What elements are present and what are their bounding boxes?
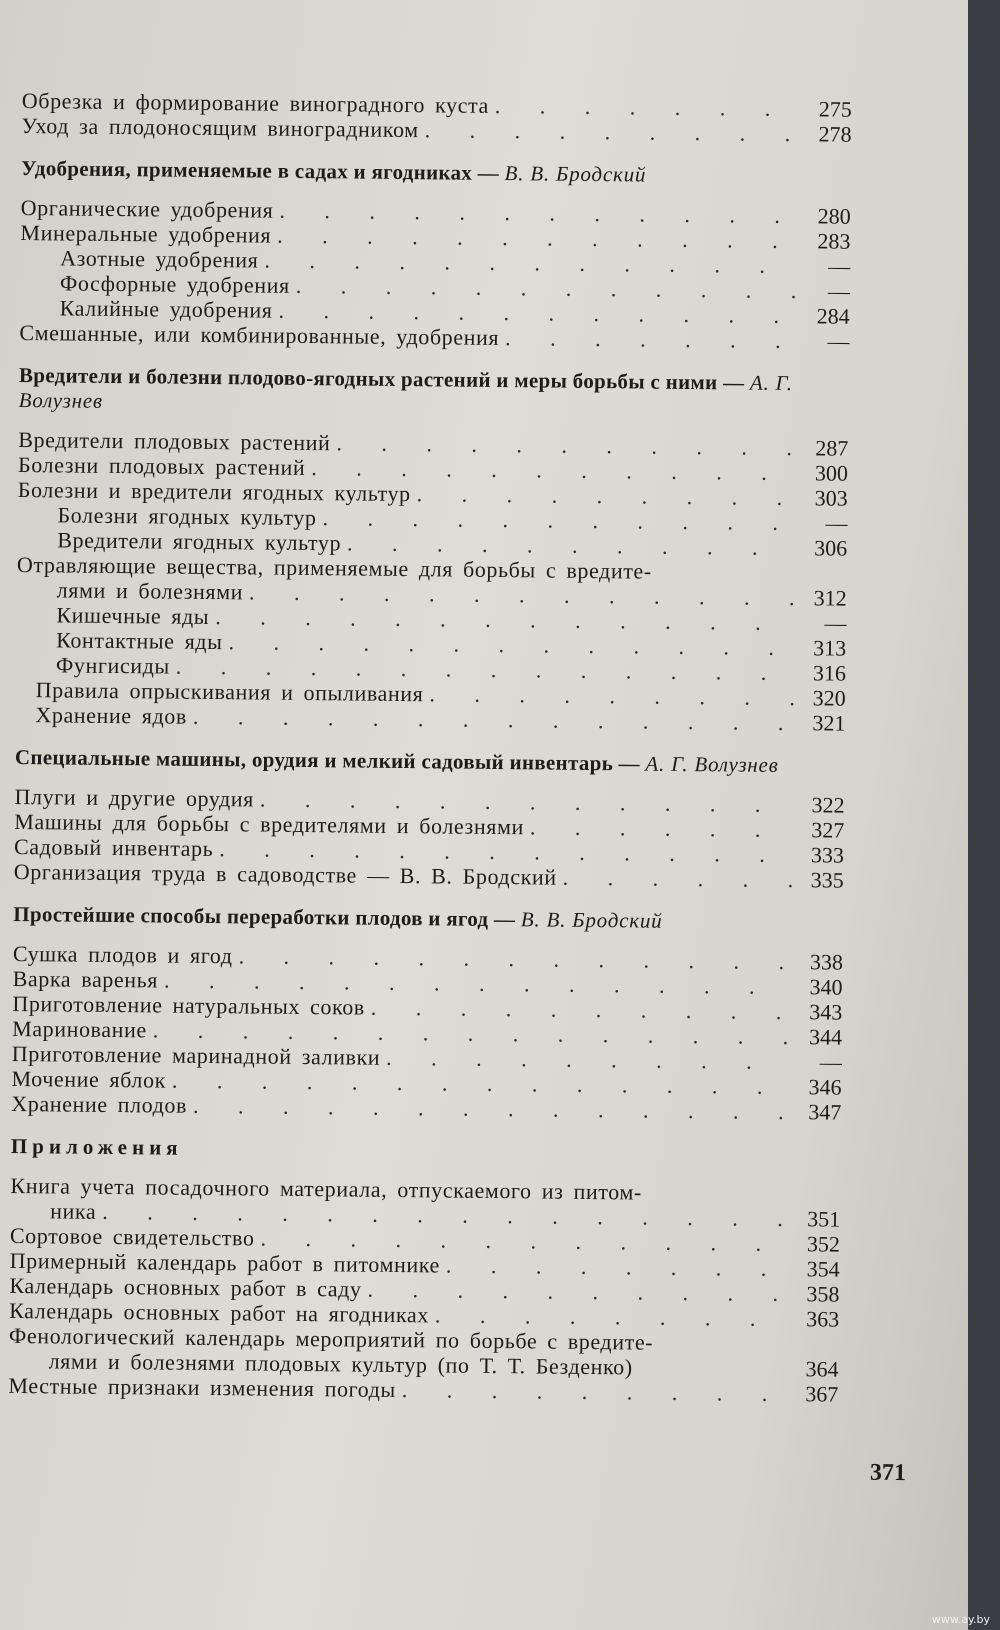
toc-entry-page: 344	[808, 1024, 843, 1050]
toc-entry-title: лями и болезнями	[56, 577, 244, 605]
toc-entry-title: Болезни плодовых растений	[17, 451, 306, 480]
toc-entry-title: Болезни и вредители ягодных культур	[17, 476, 411, 507]
toc-entry-page: 320	[812, 685, 846, 711]
toc-entry-title: Фунгисиды	[55, 652, 170, 679]
dot-leader	[563, 865, 792, 892]
toc-entry-page: 313	[813, 635, 847, 661]
dot-leader	[193, 1093, 790, 1124]
toc-entry-title: Плуги и другие орудия	[14, 783, 255, 812]
dot-leader	[495, 93, 800, 121]
section-title: Удобрения, применяемые в садах и ягодниках —	[21, 155, 505, 186]
toc-entry-title: Варка варенья	[12, 965, 159, 993]
toc-entry-page: 346	[808, 1074, 842, 1100]
dot-leader	[425, 117, 800, 146]
toc-entry-title: Организация труда в садоводстве — В. В. Бродский	[13, 858, 557, 890]
toc-entry-page: 327	[811, 817, 845, 843]
watermark: www.ay.by	[931, 1613, 990, 1626]
toc-entry-page: 343	[809, 999, 843, 1025]
toc-entry-page: 316	[812, 660, 847, 686]
toc-entry-page: 351	[807, 1206, 841, 1232]
toc-entry-page: —	[824, 610, 847, 636]
dot-leader	[402, 1377, 787, 1406]
toc-entry-page: 338	[809, 949, 844, 975]
table-of-contents	[8, 88, 852, 1407]
toc-entry-page: 358	[806, 1281, 840, 1307]
toc-entry-title: Минеральные удобрения	[20, 219, 272, 248]
section-title: Приложения	[10, 1133, 183, 1160]
toc-entry-page: 300	[814, 460, 849, 486]
toc-entry-page: 364	[805, 1356, 839, 1382]
toc-entry-page: 335	[810, 867, 844, 893]
toc-entry-page: 321	[812, 710, 846, 736]
dot-leader	[429, 681, 793, 710]
section-author: В. В. Бродский	[520, 907, 663, 933]
toc-entry-title: Болезни ягодных культур	[57, 502, 317, 531]
toc-entry-page: 333	[810, 842, 845, 868]
dot-leader	[446, 1253, 788, 1282]
toc-entry-title: Калийные удобрения	[59, 295, 273, 323]
toc-entry-title: Контактные яды	[56, 627, 223, 655]
toc-entry-title: Уход за плодоносящим виноградником	[21, 112, 419, 143]
section-heading	[19, 363, 849, 422]
toc-entry-page: 367	[805, 1381, 839, 1407]
toc-entry-page: 306	[814, 535, 848, 561]
toc-entry-title: Садовый инвентарь	[13, 833, 214, 862]
toc-entry-title: Хранение ядов	[35, 702, 188, 729]
toc-entry-title: Приготовление натуральных соков	[12, 990, 365, 1020]
toc-entry-first-line: Отравляющие вещества, применяемые для борьбы с вредите-	[16, 551, 652, 584]
toc-entry-first-line: Фенологический календарь мероприятий по борьбе с вредите-	[8, 1322, 654, 1355]
toc-entry-title: Правила опрыскивания и опыливания	[35, 677, 424, 707]
dot-leader	[193, 704, 794, 735]
toc-entry-title: Местные признаки изменения погоды	[8, 1372, 396, 1402]
section-heading	[11, 1134, 841, 1168]
section-heading	[15, 745, 845, 779]
section-title: Вредители и болезни плодово-ягодных растений и меры борьбы с ними —	[18, 362, 751, 395]
toc-entry-page: 352	[806, 1231, 841, 1257]
toc-entry-page: 275	[818, 96, 852, 122]
toc-entry-title: Обрезка и формирование виноградного куста	[21, 88, 490, 118]
toc-entry-page: 354	[806, 1256, 840, 1282]
toc-entry-title: Примерный календарь работ в питомнике	[9, 1247, 441, 1278]
toc-entry-title: Фосфорные удобрения	[59, 270, 290, 298]
dot-leader	[530, 814, 793, 842]
toc-entry-page: —	[828, 253, 851, 279]
toc-entry-page: 322	[811, 792, 845, 818]
toc-entry-title: ника	[50, 1198, 97, 1224]
toc-entry-page: 347	[808, 1099, 842, 1125]
section-heading	[21, 156, 851, 190]
toc-entry-page: 283	[817, 228, 851, 254]
toc-entry-title: Сушка плодов и ягод	[12, 940, 233, 969]
section-author: А. Г. Волузнев	[18, 370, 793, 413]
section-title: Простейшие способы переработки плодов и ягод —	[13, 901, 521, 932]
toc-entry-page: —	[819, 1049, 842, 1075]
toc-entry-title: Хранение плодов	[11, 1090, 188, 1118]
toc-entry-title: Кишечные яды	[56, 602, 210, 629]
toc-entry-page: 363	[806, 1306, 840, 1332]
toc-entry-page: —	[825, 510, 848, 536]
section-author: А. Г. Волузнев	[645, 751, 779, 777]
toc-entry-page: 303	[814, 485, 848, 511]
toc-entry-page: —	[827, 328, 850, 354]
toc-entry-page: 340	[809, 974, 843, 1000]
toc-entry-page: 287	[815, 435, 849, 461]
toc-entry-page: 280	[817, 203, 851, 229]
toc-entry-page: 284	[816, 303, 850, 329]
page-number: 371	[869, 1459, 907, 1487]
toc-entry-title: Органические удобрения	[20, 194, 274, 223]
toc-entry-page: —	[827, 278, 851, 304]
toc-entry-title: Вредители плодовых растений	[18, 426, 331, 456]
dot-leader	[505, 325, 797, 353]
toc-entry-page: 312	[813, 585, 847, 611]
toc-entry-title: Календарь основных работ в саду	[9, 1272, 362, 1302]
toc-entry-first-line: Книга учета посадочного материала, отпускаемого из питом-	[10, 1172, 642, 1205]
toc-entry-title: Календарь основных работ на ягодниках	[9, 1297, 430, 1328]
toc-entry-title: Сортовое свидетельство	[9, 1222, 255, 1251]
section-author: В. В. Бродский	[504, 161, 647, 187]
toc-entry-page: 278	[818, 121, 852, 147]
toc-entry-title: Приготовление маринадной заливки	[11, 1040, 381, 1070]
section-heading	[13, 902, 843, 936]
toc-entry-title: Смешанные, или комбинированные, удобрения	[19, 319, 500, 351]
toc-entry-title: Вредители ягодных культур	[57, 527, 342, 556]
dot-leader	[435, 1302, 788, 1331]
toc-entry-title: Мочение яблок	[11, 1065, 167, 1093]
section-title: Специальные машины, орудия и мелкий садовый инвентарь —	[14, 744, 646, 776]
toc-entry-title: Машины для борьбы с вредителями и болезнями	[14, 808, 525, 840]
toc-entry-title: Азотные удобрения	[60, 245, 259, 273]
dot-leader	[367, 1277, 787, 1306]
toc-entry-title: Маринование	[12, 1015, 147, 1043]
toc-entry-title: лями и болезнями плодовых культур (по Т. Т. Безденко)	[48, 1348, 633, 1380]
